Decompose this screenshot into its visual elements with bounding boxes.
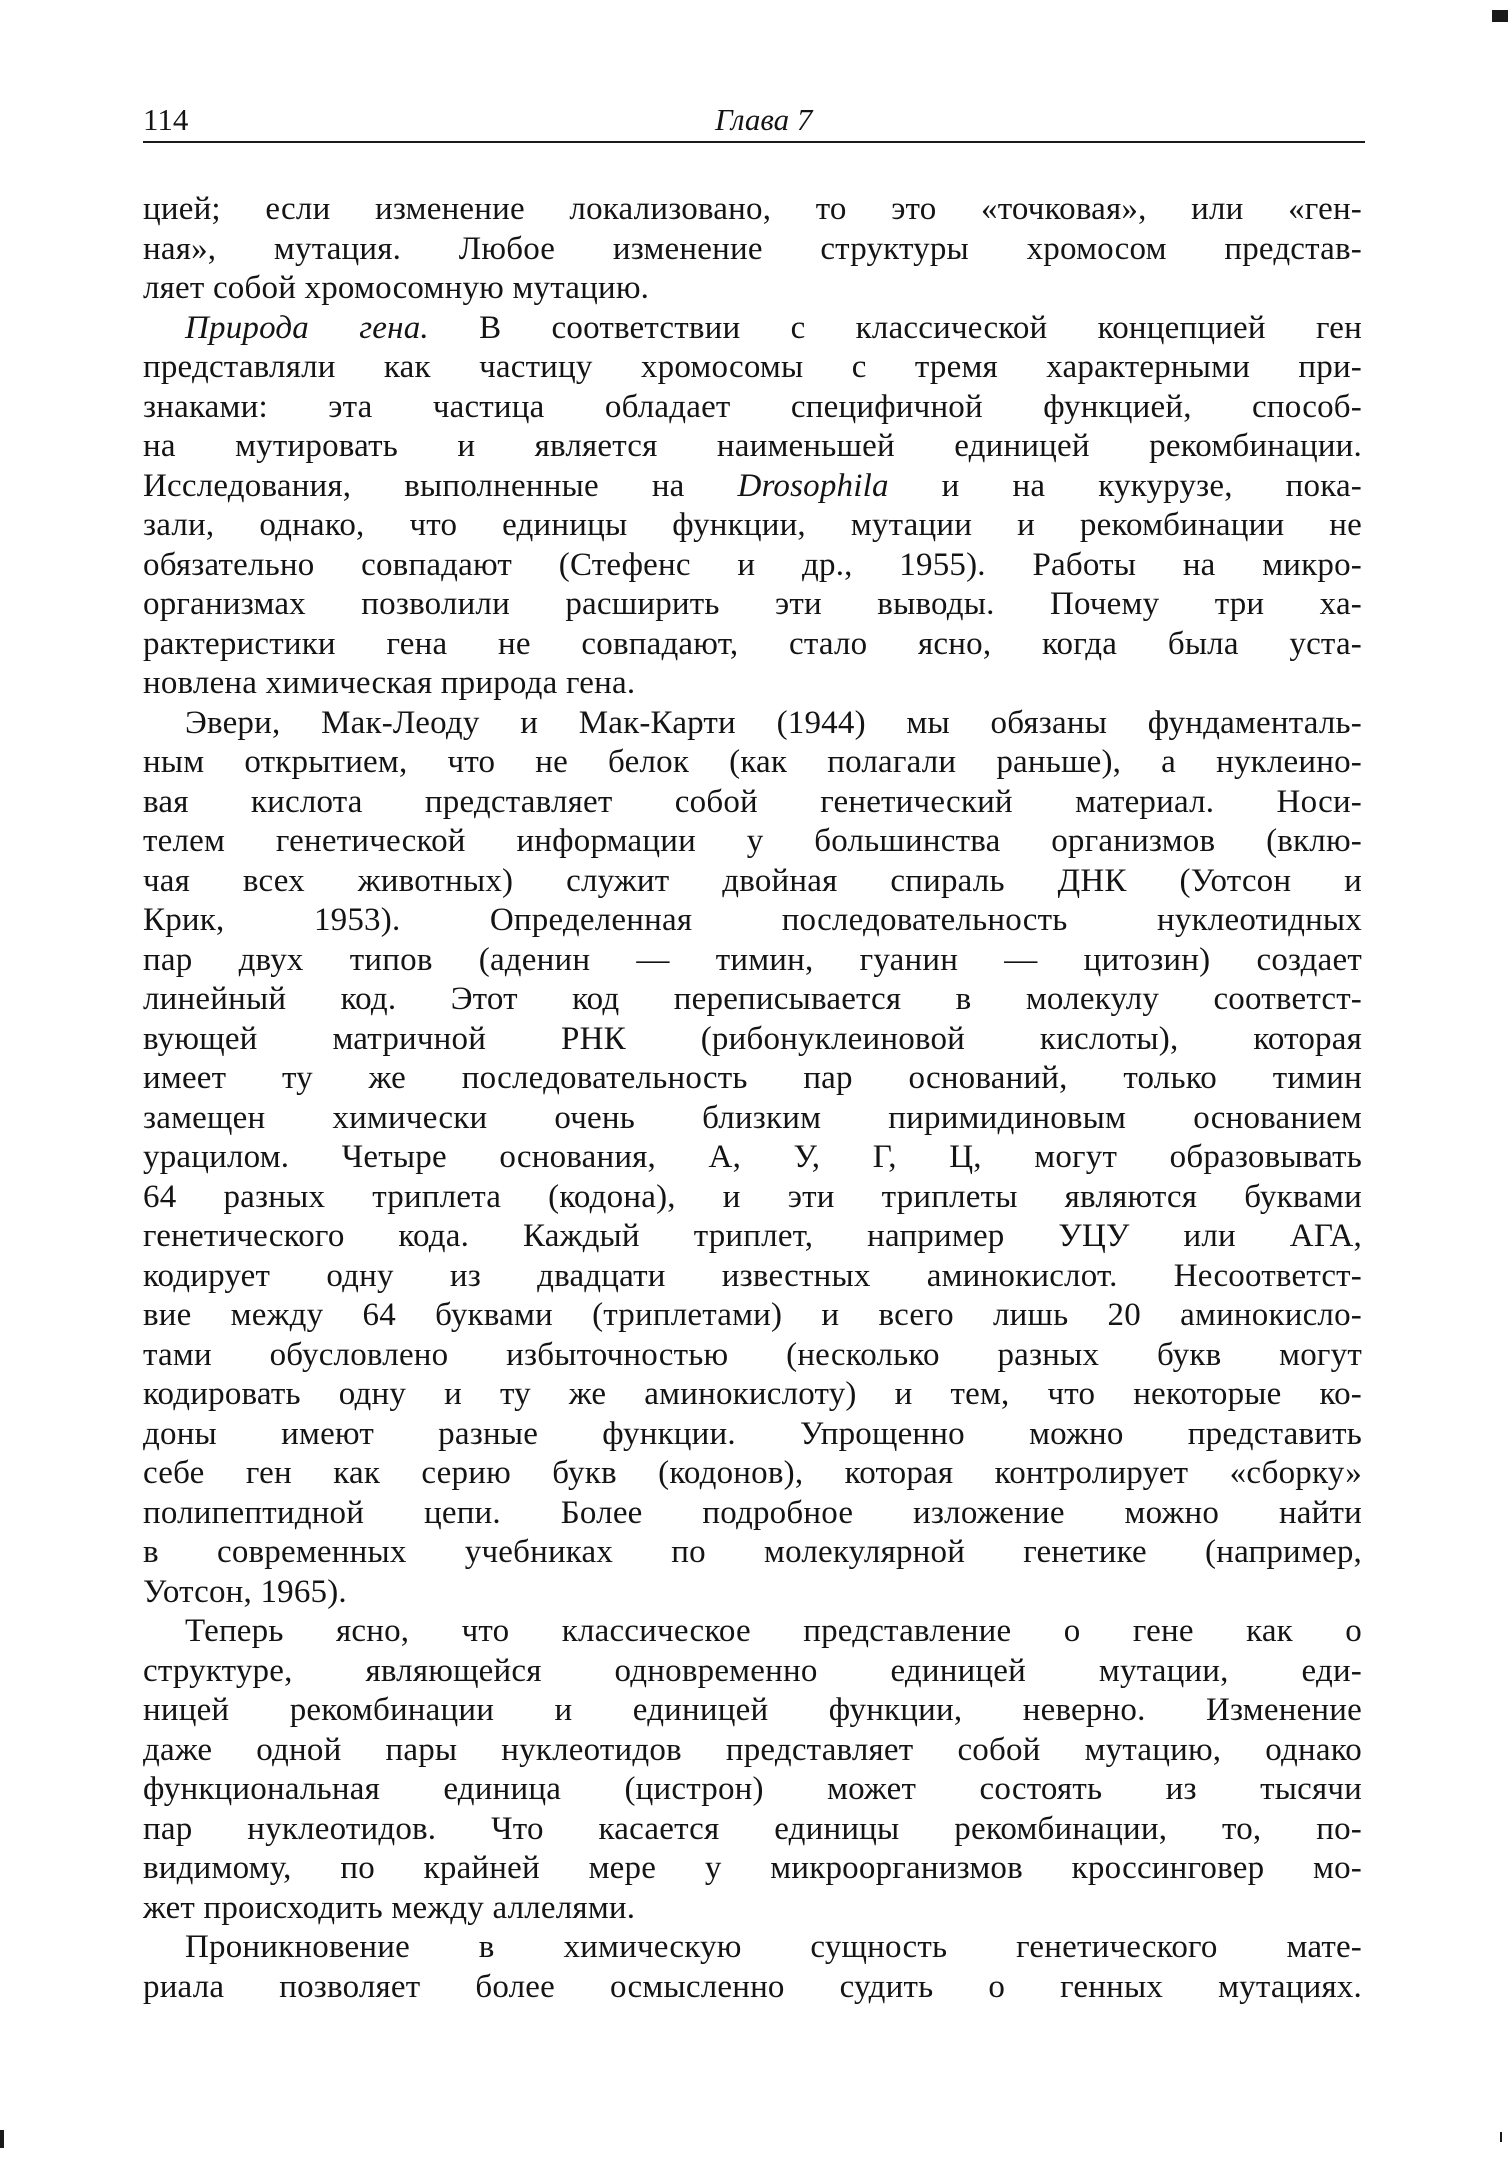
text-line: Теперь ясно, что классическое представление о гене как о <box>185 1613 1362 1649</box>
text-line: новлена химическая природа гена. <box>143 665 636 701</box>
scan-artifact <box>1492 10 1508 22</box>
text-line: организмах позволили расширить эти выводы. Почему три ха- <box>143 586 1362 622</box>
text-line: пар двух типов (аденин — тимин, гуанин — цитозин) создает <box>143 941 1362 978</box>
page-number: 114 <box>143 102 189 137</box>
text-line: рактеристики гена не совпадают, стало ясно, когда была уста- <box>143 625 1362 662</box>
paragraph-continuation <box>143 190 1362 309</box>
text-line: ницей рекомбинации и единицей функции, неверно. Изменение <box>143 1692 1362 1728</box>
text-line: зали, однако, что единицы функции, мутации и рекомбинации не <box>143 507 1362 543</box>
running-head <box>143 100 1365 140</box>
text-line: Крик, 1953). Определенная последовательность нуклеотидных <box>143 902 1362 938</box>
text-line: риала позволяет более осмысленно судить о генных мутациях. <box>143 1968 1362 2005</box>
text-line: даже одной пары нуклеотидов представляет собой мутацию, однако <box>143 1731 1362 1768</box>
text-line: на мутировать и является наименьшей единицей рекомбинации. <box>143 428 1362 464</box>
text-line: полипептидной цепи. Более подробное изложение можно найти <box>143 1494 1362 1531</box>
text-line: жет происходить между аллелями. <box>143 1889 636 1926</box>
text-line: в современных учебниках по молекулярной генетике (например, <box>143 1534 1362 1570</box>
text-line: тами обусловлено избыточностью (несколько разных букв могут <box>143 1336 1362 1373</box>
chapter-title: Глава 7 <box>715 102 813 137</box>
text-line: 64 разных триплета (кодона), и эти триплеты являются буквами <box>143 1178 1362 1215</box>
header-rule <box>143 141 1365 143</box>
text-line: доны имеют разные функции. Упрощенно можно представить <box>143 1415 1362 1452</box>
body-text <box>143 190 1362 2007</box>
text-line: Эвери, Мак-Леоду и Мак-Карти (1944) мы обязаны фундаменталь- <box>185 704 1362 741</box>
text-line: вующей матричной РНК (рибонуклеиновой кислоты), которая <box>143 1020 1362 1057</box>
text-line: вая кислота представляет собой генетический материал. Носи- <box>143 783 1362 820</box>
paragraph-nature-of-gene <box>143 309 1362 704</box>
scan-artifact <box>0 2130 4 2148</box>
paragraph-dna <box>143 704 1362 1613</box>
text-line: пар нуклеотидов. Что касается единицы рекомбинации, то, по- <box>143 1810 1362 1847</box>
text-line: цией; если изменение локализовано, то это «точковая», или «ген- <box>143 191 1362 227</box>
text-line: чая всех животных) служит двойная спираль ДНК (Уотсон и <box>143 862 1362 899</box>
text-line: ляет собой хромосомную мутацию. <box>143 270 650 306</box>
text-line: представляли как частицу хромосомы с тремя характерными при- <box>143 349 1362 385</box>
text-line: телем генетической информации у большинства организмов (вклю- <box>143 823 1362 859</box>
text-line: видимому, по крайней мере у микроорганизмов кроссинговер мо- <box>143 1850 1362 1886</box>
section-run-in-heading: Природа гена. <box>185 309 429 346</box>
text-line: кодировать одну и ту же аминокислоту) и тем, что некоторые ко- <box>143 1376 1362 1412</box>
text-line: Проникновение в химическую сущность генетического мате- <box>185 1929 1362 1965</box>
text-line: структуре, являющейся одновременно единицей мутации, еди- <box>143 1652 1362 1689</box>
text-line: генетического кода. Каждый триплет, например УЦУ или АГА, <box>143 1218 1362 1254</box>
text-line: себе ген как серию букв (кодонов), которая контролирует «сборку» <box>143 1455 1362 1491</box>
paragraph-chemical-essence <box>143 1928 1362 2007</box>
text-line: вие между 64 буквами (триплетами) и всего лишь 20 аминокисло- <box>143 1297 1362 1333</box>
text-run: и на кукурузе, пока- <box>888 467 1362 504</box>
text-line: функциональная единица (цистрон) может состоять из тысячи <box>143 1771 1362 1807</box>
text-run: В соответствии с классической концепцией ген <box>428 309 1362 346</box>
text-line: Уотсон, 1965). <box>143 1573 347 1610</box>
text-line: линейный код. Этот код переписывается в молекулу соответст- <box>143 981 1362 1017</box>
text-line <box>143 467 1362 507</box>
text-line: ным открытием, что не белок (как полагали раньше), а нуклеино- <box>143 744 1362 780</box>
text-line: урацилом. Четыре основания, А, У, Г, Ц, могут образовывать <box>143 1139 1362 1175</box>
text-line: обязательно совпадают (Стефенс и др., 1955). Работы на микро- <box>143 546 1362 583</box>
text-line: замещен химически очень близким пиримидиновым основанием <box>143 1099 1362 1136</box>
text-run: Исследования, выполненные на <box>143 467 738 504</box>
scan-artifact <box>1500 2132 1502 2142</box>
paragraph-classical-view <box>143 1612 1362 1928</box>
text-line <box>143 309 1362 349</box>
species-name: Drosophila <box>737 467 889 504</box>
text-line: знаками: эта частица обладает специфичной функцией, способ- <box>143 388 1362 425</box>
text-line: кодирует одну из двадцати известных аминокислот. Несоответст- <box>143 1257 1362 1294</box>
text-line: имеет ту же последовательность пар оснований, только тимин <box>143 1060 1362 1096</box>
text-line: ная», мутация. Любое изменение структуры хромосом представ- <box>143 230 1362 267</box>
